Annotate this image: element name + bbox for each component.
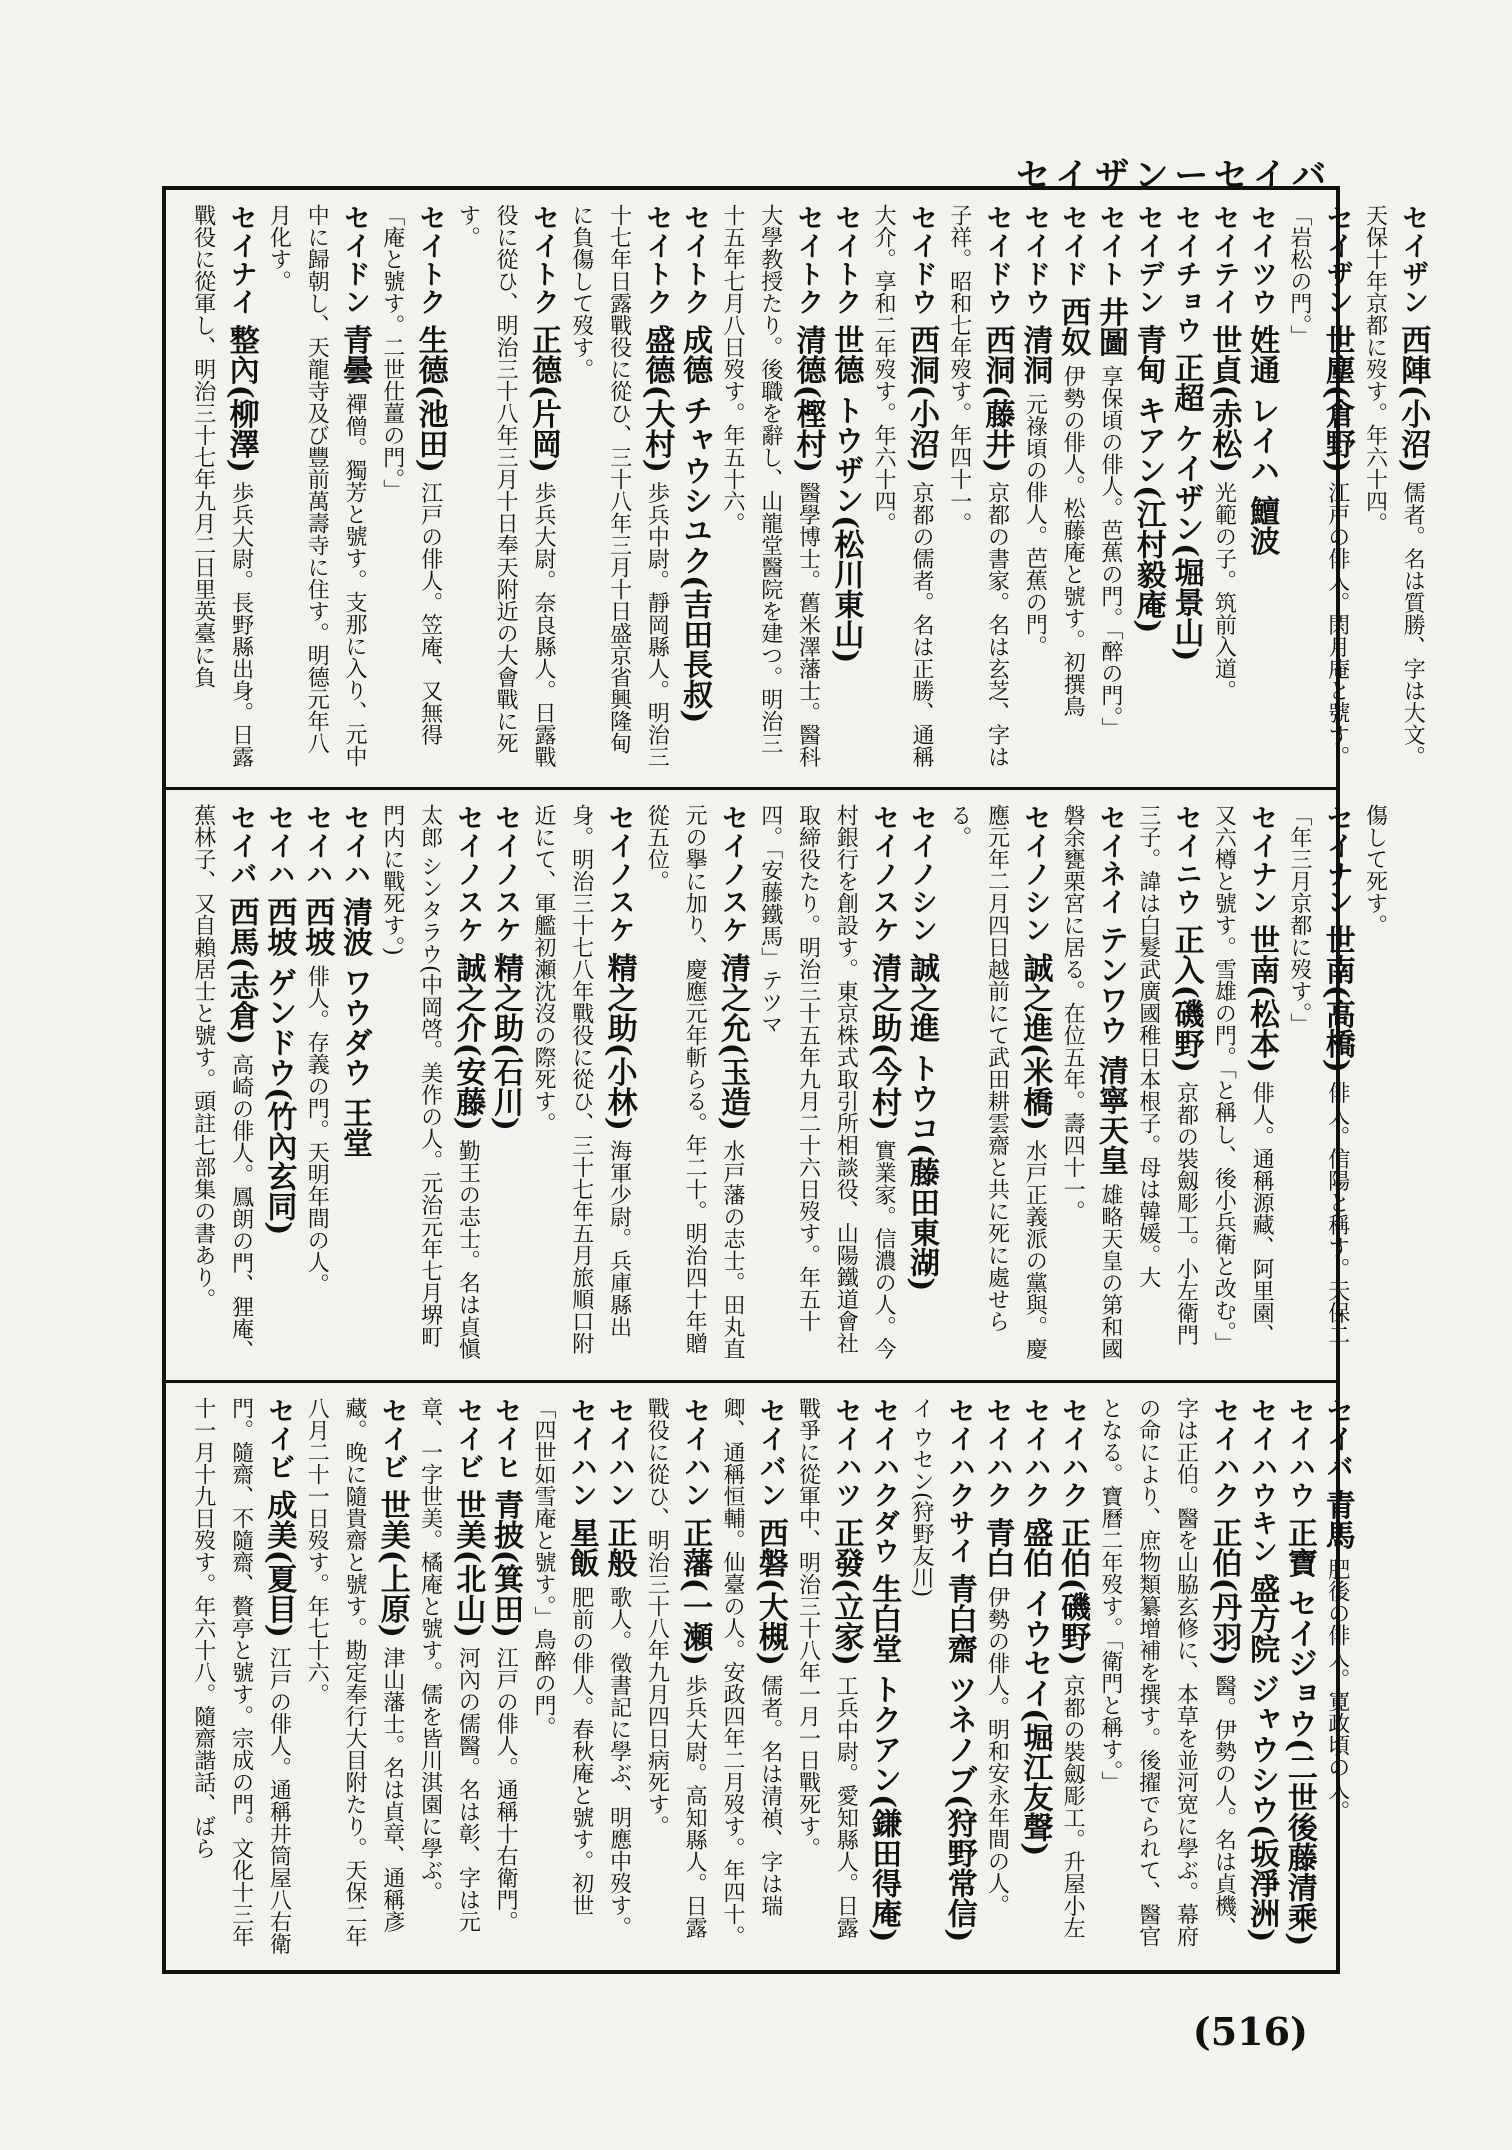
entry-reading: セイド: [1057, 204, 1089, 288]
entry-description: 京都の裝劔彫工。小左衛門三子。諱は白髮武廣國稚日本根子。母は韓媛。大: [1135, 804, 1199, 1346]
dictionary-entry: [713, 204, 826, 773]
entry-headword: 生德(池田): [412, 324, 448, 473]
dictionary-entry: [1091, 1397, 1242, 1956]
entry-description: 雄略天皇の第和國磐余甕栗宮に居る。在位五年。壽四十一。: [1060, 804, 1123, 1360]
entry-headword: 世貞(赤松): [1206, 324, 1242, 473]
dictionary-entry: [1242, 204, 1280, 773]
entry-description: 京都の儒者。名は正勝、通稱大介。享和二年歿す。年六十四。: [871, 204, 934, 768]
entry-headword: 世南(松本): [1244, 924, 1280, 1073]
entry-description: 歩兵中尉。靜岡縣人。明治三十七年日露戰役に從ひ、三十八年三月十日盛京省興隆甸に負傷して歿す。: [568, 204, 670, 768]
entry-reading: セイノスケ: [868, 804, 900, 944]
entry-description: 禪僧。獨芳と號す。支那に入り、元中中に歸朝し、天龍寺及び豐前萬壽寺に住す。明德元年八月化す。: [266, 204, 367, 768]
entry-headword: 正伯(磯野): [1055, 1517, 1091, 1666]
entry-description: 享保頃の俳人。芭蕉の門。「醉の門。」: [1097, 365, 1123, 740]
entry-description: 俳人。信陽と稱す。天保二「年三月京都に歿す。」: [1286, 804, 1350, 1346]
entry-description: 俳人。存義の門。天明年間の人。: [304, 965, 330, 1296]
entry-description: 江戸の俳人。通稱井筒屋八右衛門。隨齋、不隨齋、贅亭と號す。宗成の門。文化十三年十一月十九日歿す。年六十八。隨齋諧話、ばら: [190, 1397, 292, 1955]
dictionary-entry: [1129, 204, 1167, 773]
entry-description: 水戸藩の志士。田丸直元の擧に加り、慶應元年斬らる。年二十。明治四十年贈從五位。: [644, 804, 745, 1360]
entry-description: 高崎の俳人。鳳朗の門、狸庵、蕉林子、又自賴居士と號す。頭註七部集の書あり。: [190, 804, 254, 1362]
entry-reading: セイバ: [225, 804, 257, 888]
dictionary-entry: [1053, 204, 1091, 773]
entry-description: 歌人。徵書記に學ぶ、明應中歿す。: [606, 1586, 632, 1939]
dictionary-entry: [902, 804, 940, 1366]
entry-description: 津山藩士。名は貞章、通稱彥藏。晚に隨貴齋と號す。勘定奉行大目附たり。天保二年八月二十一日歿す。年七十六。: [304, 1397, 405, 1947]
entry-headword: 西奴: [1055, 296, 1091, 357]
entry-description: 俳人。通稱源藏、阿里園、又六樽と號す。雪雄の門。「と稱し、後小兵衛と改む。」: [1211, 804, 1275, 1354]
dictionary-entry: [1242, 1397, 1280, 1956]
entry-description: 傷して死す。: [1362, 804, 1388, 936]
entry-headword: 正發(立家): [828, 1517, 864, 1666]
entry-description: 江戸の俳人。笠庵、又無得「庵と號す。二世仕薑の門。」: [379, 204, 443, 746]
dictionary-entry: [562, 204, 675, 773]
entry-reading: セイトク: [641, 204, 673, 316]
dictionary-entry: [713, 1397, 789, 1956]
entry-reading: セイチョウ: [1170, 204, 1202, 344]
entry-reading: セイハン: [603, 1397, 635, 1509]
entry-description: 實業家。信濃の人。今村銀行を創設す。東京株式取引所相談役、山陽鐵道會社取締役たり。明治三十五年九月二十六日歿す。年五十四。「安藤鐵馬」テツマ: [757, 804, 897, 1360]
dictionary-entry: [373, 804, 486, 1366]
entry-reading: セイザン: [1397, 204, 1429, 316]
entry-reading: セイトク: [830, 204, 862, 316]
entry-headword: 西洞(藤井): [979, 324, 1015, 473]
dictionary-entry: [1129, 804, 1205, 1366]
dictionary-entry: [1053, 1397, 1091, 1956]
dictionary-entry: [864, 204, 940, 773]
entry-headword: 世塵(倉野): [1319, 324, 1355, 473]
entry-reading: セイハウ: [1283, 1397, 1315, 1509]
dictionary-entry: [1280, 1397, 1318, 1956]
dictionary-entry: [1356, 804, 1394, 1366]
entry-headword: 清之助(今村): [866, 952, 902, 1131]
entry-headword: 誠之進 トウコ(藤田東湖): [903, 952, 939, 1292]
dictionary-entry: [184, 804, 260, 1366]
dictionary-entry: [1280, 204, 1356, 773]
dictionary-entry: [486, 804, 524, 1366]
entry-headword: 誠之進(米橋): [1017, 952, 1053, 1131]
entry-headword: 成美(夏目): [261, 1489, 297, 1638]
entry-reading: セイナン: [1321, 804, 1353, 916]
entry-headword: 生白堂 トクアン(鎌田得庵): [866, 1573, 902, 1943]
dictionary-entry: [827, 204, 865, 773]
entry-reading: セイハク: [1057, 1397, 1089, 1509]
entry-description: 醫學博士。舊米澤藩士。醫科大學教授たり。後職を辭し、山龍堂醫院を建つ。明治三十五年七月八日歿す。年五十六。: [719, 204, 821, 768]
entry-headword: 正超 ケイザン(堀景山): [1168, 352, 1204, 662]
entry-headword: 清之允(玉造): [714, 952, 750, 1131]
dictionary-entry: [902, 1397, 978, 1956]
entry-description: 京都の裝劔彫工。升屋小左: [1060, 1674, 1086, 1939]
entry-headword: 世美(北山): [450, 1489, 486, 1638]
dictionary-entry: [297, 1397, 410, 1956]
entry-headword: 青白: [979, 1517, 1015, 1578]
dictionary-entry: [1016, 1397, 1054, 1956]
section-bottom: [166, 1380, 1355, 1970]
entry-headword: 青甸 キアン(江村毅庵): [1130, 324, 1166, 634]
entry-description: 光範の子。筑前入道。: [1211, 481, 1237, 702]
dictionary-entry: [260, 804, 298, 1366]
entry-reading: セイネイ: [1094, 804, 1126, 916]
entry-description: 醫。伊勢の人。名は貞機、字は正伯。醫を山脇玄修に、本草を並河宽に學ぶ。幕府の命により、庶物類纂增補を撰す。後擢でられて、醫官となる。寶曆二年歿す。「衛門と稱す。」: [1097, 1397, 1237, 1947]
entry-headword: 盛方院 ジャウシウ(坂淨洲): [1244, 1573, 1280, 1943]
entry-description: 肥前の俳人。春秋庵と號す。初世「四世如雪庵と號す。」鳥醉の門。: [530, 1397, 594, 1917]
entry-headword: 西陣(小沼): [1395, 324, 1431, 473]
dictionary-entry: [373, 204, 449, 773]
entry-reading: セイノスケ: [490, 804, 522, 944]
entry-description: 歩兵大尉。長野縣出身。日露戰役に從軍し、明治三十七年九月二日里英臺に負: [190, 204, 254, 768]
entry-description: イ ウセン(狩野友川): [908, 1397, 934, 1598]
entry-reading: セイハクダウ: [868, 1397, 900, 1565]
entry-headword: 西洞(小沼): [903, 324, 939, 473]
entry-reading: セイハ: [301, 804, 333, 888]
entry-reading: セイノスケ: [603, 804, 635, 944]
entry-reading: セイノシン: [905, 804, 937, 944]
entry-reading: セイニウ: [1170, 804, 1202, 916]
dictionary-entry: [675, 204, 713, 773]
dictionary-entry: [1205, 204, 1243, 773]
entry-headword: 世美(上原): [374, 1489, 410, 1638]
dictionary-entry: [1167, 204, 1205, 773]
entry-reading: セイザン: [1321, 204, 1353, 316]
entry-description: 河內の儒醫。名は彰、字は元章、一字世美。橘庵と號す。儒を皆川淇園に學ぶ。: [417, 1397, 481, 1933]
entry-description: 歩兵大尉。奈良縣人。日露戰役に從ひ、明治三十八年三月十日奉天附近の大會戰に死す。: [455, 204, 556, 768]
entry-reading: セイドウ: [981, 204, 1013, 316]
entry-headword: 精之助(石川): [488, 952, 524, 1131]
entry-description: 伊勢の俳人。明和安永年間の人。: [984, 1586, 1010, 1917]
dictionary-entry: [184, 204, 260, 773]
entry-reading: セイビ: [376, 1397, 408, 1481]
entry-reading: セイハク: [981, 1397, 1013, 1509]
entry-description: 工兵中尉。愛知縣人。日露戰爭に從軍中、明治三十八年一月一日戰死す。: [795, 1397, 859, 1939]
entry-reading: セイノスケ: [716, 804, 748, 944]
entry-headword: 清德(樫村): [790, 324, 826, 473]
dictionary-entry: [449, 204, 562, 773]
dictionary-entry: [486, 1397, 524, 1956]
entry-reading: セイノスケ: [452, 804, 484, 944]
entry-reading: セイビ: [263, 1397, 295, 1481]
entry-reading: セイトク: [792, 204, 824, 316]
entry-reading: セイノシン: [1019, 804, 1051, 944]
entry-headword: 正藩(一瀬): [677, 1517, 713, 1666]
entry-description: 儒者。名は質勝、字は大文。天保十年京都に歿す。年六十四。: [1362, 204, 1426, 768]
dictionary-entry: [638, 1397, 714, 1956]
dictionary-entry: [978, 1397, 1016, 1956]
entry-headword: 青白齋 ツネノブ(狩野常信): [941, 1573, 977, 1943]
dictionary-entry: [638, 804, 751, 1366]
entry-headword: 正入(磯野): [1168, 924, 1204, 1073]
entry-reading: セイハクサイ: [943, 1397, 975, 1565]
entry-reading: セイバン: [754, 1397, 786, 1509]
entry-reading: セイドウ: [1019, 204, 1051, 316]
entry-headword: 整內(柳澤): [223, 324, 259, 473]
entry-headword: 青曇: [336, 324, 372, 385]
entry-reading: セイトク: [527, 204, 559, 316]
entry-headword: 正般: [601, 1517, 637, 1578]
entry-reading: セイテイ: [1208, 204, 1240, 316]
entry-headword: 西坡 ゲンドウ(竹內玄同): [261, 896, 297, 1236]
dictionary-entry: [184, 1397, 297, 1956]
dictionary-entry: [335, 804, 373, 1366]
entry-reading: セイドウ: [905, 204, 937, 316]
dictionary-entry: [1356, 204, 1432, 773]
dictionary-entry: [1205, 804, 1281, 1366]
entry-reading: セイハウキン: [1246, 1397, 1278, 1565]
entry-reading: セイヒ: [490, 1397, 522, 1481]
entry-headword: 青披(箕田): [488, 1489, 524, 1638]
entry-reading: セイトク: [414, 204, 446, 316]
entry-reading: セイハン: [679, 1397, 711, 1509]
entry-reading: セイハ: [338, 804, 370, 888]
entry-reading: セイハ: [263, 804, 295, 888]
entry-description: 伊勢の俳人。松藤庵と號す。初撰鳥: [1060, 365, 1086, 718]
entry-reading: セイナイ: [225, 204, 257, 316]
dictionary-entry: [940, 204, 1016, 773]
dictionary-entry: [411, 1397, 487, 1956]
page-header: セイザンーセイバ: [1016, 156, 1332, 196]
entry-headword: 青馬: [1319, 1489, 1355, 1550]
entry-reading: セイバ: [1321, 1397, 1353, 1481]
section-top: [166, 190, 1431, 787]
entry-reading: セイビ: [452, 1397, 484, 1481]
entry-description: 江戸の俳人。閑月庵と號す。「岩松の門。」: [1286, 204, 1350, 768]
entry-headword: 盛伯 イウセイ(堀江友聲): [1017, 1517, 1053, 1857]
entry-headword: 西馬(志倉): [223, 896, 259, 1045]
dictionary-entry: [940, 804, 1053, 1366]
entry-headword: 正德(片岡): [525, 324, 561, 473]
entry-description: 歩兵大尉。高知縣人。日露戰役に從ひ、明治三十八年九月四日病死す。: [644, 1397, 708, 1939]
dictionary-frame: [162, 186, 1431, 1974]
dictionary-entry: [1091, 204, 1129, 773]
entry-reading: セイナン: [1246, 804, 1278, 916]
entry-headword: 精之助(小林): [601, 952, 637, 1131]
entry-description: 海軍少尉。兵庫縣出身。明治三十七八年戰役に從ひ、三十七年五月旅順口附近にて、軍艦初瀬沈沒の際死す。: [530, 804, 632, 1354]
dictionary-entry: [1053, 804, 1129, 1366]
entry-description: 儒者。名は清禎、字は瑞卿、通稱恒輔。仙臺の人。安政四年二月歿す。年四十。: [719, 1397, 783, 1947]
entry-description: 勤王の志士。名は貞愼太郎 シンタラウ(中岡啓。美作の人。元治元年七月堺町門内に戰死す。): [379, 804, 481, 1360]
entry-reading: セイトク: [679, 204, 711, 316]
entry-description: 京都の書家。名は玄芝、字は子祥。昭和七年歿す。年四十一。: [946, 204, 1010, 768]
entry-reading: セイツウ: [1246, 204, 1278, 316]
entry-description: 元祿頃の俳人。芭蕉の門。: [1022, 393, 1048, 658]
dictionary-entry: [1318, 1397, 1356, 1956]
dictionary-entry: [751, 804, 902, 1366]
dictionary-entry: [524, 804, 637, 1366]
dictionary-entry: [789, 1397, 865, 1956]
page-number: (516): [1192, 2009, 1308, 2054]
dictionary-entry: [600, 1397, 638, 1956]
entry-description: 肥後の俳人。寛政頃の人。: [1324, 1558, 1350, 1823]
entry-headword: 世南(高橋): [1319, 924, 1355, 1073]
entry-headword: 世德 トウザン(松川東山): [828, 324, 864, 664]
entry-headword: 成德 チャウシユク(吉田長叔): [677, 324, 713, 724]
entry-headword: 姓通 レイハ 鱣波: [1244, 324, 1280, 556]
entry-headword: 清波 ワウダウ 王堂: [336, 896, 372, 1158]
entry-reading: セイハク: [1019, 1397, 1051, 1509]
dictionary-entry: [1280, 804, 1356, 1366]
entry-headword: 清洞: [1017, 324, 1053, 385]
entry-headword: 誠之介(安藤): [450, 952, 486, 1131]
entry-headword: 正伯(丹羽): [1206, 1517, 1242, 1666]
entry-headword: 西磐(大槻): [752, 1517, 788, 1666]
entry-headword: 正寶 セイジョウ(二世後藤清乘): [1281, 1517, 1317, 1947]
entry-reading: セイデン: [1132, 204, 1164, 316]
dictionary-entry: [864, 1397, 902, 1956]
entry-reading: セイハツ: [830, 1397, 862, 1509]
entry-reading: セイハク: [1208, 1397, 1240, 1509]
entry-reading: セイドン: [338, 204, 370, 316]
section-middle: [166, 787, 1388, 1380]
dictionary-entry: [297, 804, 335, 1366]
entry-headword: 星飯: [563, 1517, 599, 1578]
entry-description: 江戸の俳人。通稱十右衛門。: [493, 1646, 519, 1933]
dictionary-entry: [1016, 204, 1054, 773]
dictionary-entry: [524, 1397, 600, 1956]
dictionary-entry: [260, 204, 373, 773]
entry-headword: 井圖: [1092, 296, 1128, 357]
entry-headword: 盛德(大村): [639, 324, 675, 473]
entry-reading: セイハン: [565, 1397, 597, 1509]
entry-headword: テンワウ 清寧天皇: [1092, 924, 1128, 1176]
entry-headword: 西坡: [299, 896, 335, 957]
entry-description: 水戸正義派の黨與。慶應元年二月四日越前にて武田耕雲齋と共に死に處せらる。: [946, 804, 1048, 1360]
entry-reading: セイト: [1094, 204, 1126, 288]
